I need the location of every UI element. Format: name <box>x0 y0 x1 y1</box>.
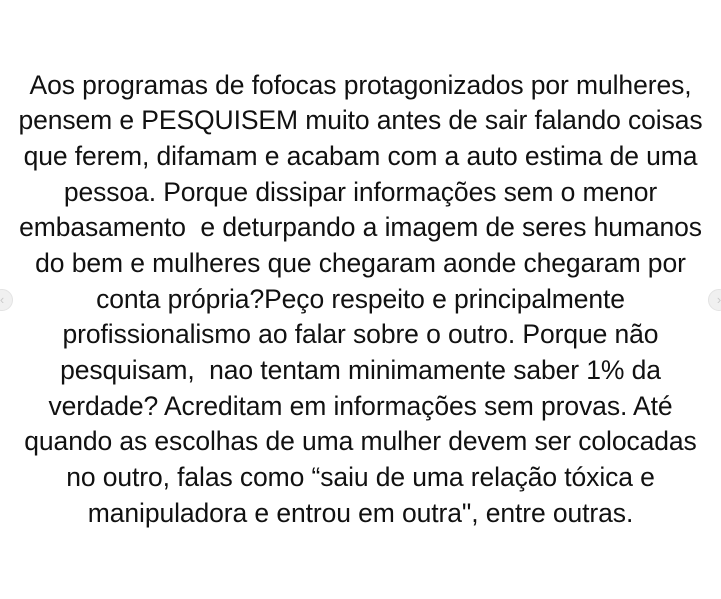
chevron-left-icon: ‹ <box>0 291 5 307</box>
quote-text: Aos programas de fofocas protagonizados por mulheres, pensem e PESQUISEM muito antes de sair falando coisas que ferem, difamam e acabam com a auto estima de uma pessoa. Porque dissipar informações sem o menor embasamento e deturpando a imagem de seres humanos do bem e mulheres que chegaram aonde chegaram por conta própria?Peço respeito e principalmente profissionalismo ao falar sobre o outro. Porque não pesquisam, nao tentam minimamente saber 1% da verdade? Acreditam em informações sem provas. Até quando as escolhas de uma mulher devem ser colocadas no outro, falas como “saiu de uma relação tóxica e manipuladora e entrou em outra", entre outras. <box>18 69 710 528</box>
chevron-right-icon: › <box>716 291 721 307</box>
